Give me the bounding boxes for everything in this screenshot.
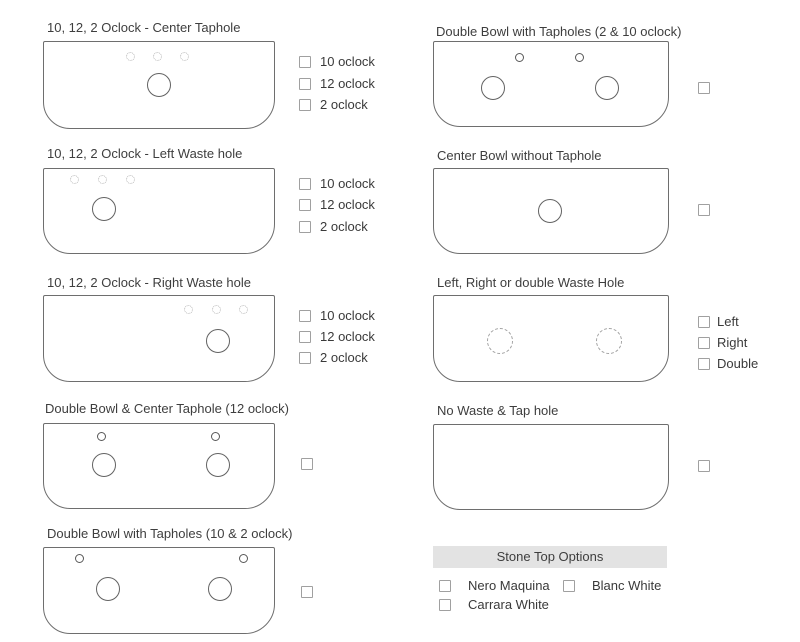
checkbox-p0-2-oclock[interactable] <box>299 99 311 111</box>
basin-outline <box>43 423 275 509</box>
basin-outline <box>43 168 275 254</box>
waste-hole-circle <box>147 73 171 97</box>
panel-title: Left, Right or double Waste Hole <box>437 275 625 290</box>
checkbox-p5-select[interactable] <box>698 82 710 94</box>
taphole-circle <box>515 53 524 62</box>
checkbox-label: Blanc White <box>592 578 662 593</box>
bowl-waste-hole-circle <box>96 577 120 601</box>
checkbox-label: 2 oclock <box>320 350 368 365</box>
taphole-dotted-circle <box>126 52 135 61</box>
checkbox-p7-double[interactable] <box>698 358 710 370</box>
basin-outline <box>433 41 669 127</box>
taphole-circle <box>575 53 584 62</box>
taphole-dotted-circle <box>98 175 107 184</box>
checkbox-blanc-white[interactable] <box>563 580 575 592</box>
basin-outline <box>433 168 669 254</box>
stone-top-options-header: Stone Top Options <box>433 546 667 568</box>
panel-title: Center Bowl without Taphole <box>437 148 602 163</box>
checkbox-p7-right[interactable] <box>698 337 710 349</box>
basin-outline <box>433 295 669 382</box>
taphole-dotted-circle <box>70 175 79 184</box>
checkbox-p2-12-oclock[interactable] <box>299 331 311 343</box>
waste-hole-circle <box>206 329 230 353</box>
bowl-waste-hole-circle <box>595 76 619 100</box>
checkbox-p4-select[interactable] <box>301 586 313 598</box>
taphole-dotted-circle <box>184 305 193 314</box>
bowl-waste-hole-circle <box>208 577 232 601</box>
panel-title: 10, 12, 2 Oclock - Right Waste hole <box>47 275 252 290</box>
panel-title: 10, 12, 2 Oclock - Left Waste hole <box>47 146 243 161</box>
taphole-circle <box>97 432 106 441</box>
checkbox-p0-12-oclock[interactable] <box>299 78 311 90</box>
taphole-dotted-circle <box>212 305 221 314</box>
taphole-dotted-circle <box>180 52 189 61</box>
taphole-circle <box>239 554 248 563</box>
waste-hole-circle <box>92 197 116 221</box>
checkbox-label: Double <box>717 356 759 371</box>
panel-title: 10, 12, 2 Oclock - Center Taphole <box>47 20 241 35</box>
checkbox-label: 12 oclock <box>320 329 375 344</box>
checkbox-p0-10-oclock[interactable] <box>299 56 311 68</box>
checkbox-label: 2 oclock <box>320 219 368 234</box>
bowl-waste-hole-circle <box>481 76 505 100</box>
bowl-waste-hole-circle <box>92 453 116 477</box>
waste-hole-dashed-circle <box>487 328 513 354</box>
bowl-waste-hole-circle <box>206 453 230 477</box>
basin-outline <box>43 547 275 634</box>
taphole-dotted-circle <box>126 175 135 184</box>
taphole-circle <box>211 432 220 441</box>
checkbox-p1-2-oclock[interactable] <box>299 221 311 233</box>
checkbox-p2-2-oclock[interactable] <box>299 352 311 364</box>
panel-title: Double Bowl & Center Taphole (12 oclock) <box>45 401 290 416</box>
panel-title: Double Bowl with Tapholes (10 & 2 oclock) <box>47 526 293 541</box>
checkbox-p6-select[interactable] <box>698 204 710 216</box>
checkbox-label: 12 oclock <box>320 197 375 212</box>
basin-outline <box>433 424 669 510</box>
checkbox-label: 2 oclock <box>320 97 368 112</box>
checkbox-p1-12-oclock[interactable] <box>299 199 311 211</box>
waste-hole-dashed-circle <box>596 328 622 354</box>
bowl-waste-hole-circle <box>538 199 562 223</box>
checkbox-p8-select[interactable] <box>698 460 710 472</box>
panel-title: Double Bowl with Tapholes (2 & 10 oclock) <box>436 24 682 39</box>
checkbox-p1-10-oclock[interactable] <box>299 178 311 190</box>
checkbox-carrara-white[interactable] <box>439 599 451 611</box>
basin-outline <box>43 41 275 129</box>
checkbox-p2-10-oclock[interactable] <box>299 310 311 322</box>
basin-outline <box>43 295 275 382</box>
checkbox-label: Left <box>717 314 739 329</box>
taphole-circle <box>75 554 84 563</box>
taphole-dotted-circle <box>153 52 162 61</box>
checkbox-label: 10 oclock <box>320 176 375 191</box>
panel-title: No Waste & Tap hole <box>437 403 559 418</box>
checkbox-label: 10 oclock <box>320 308 375 323</box>
checkbox-nero-maquina[interactable] <box>439 580 451 592</box>
checkbox-label: Right <box>717 335 748 350</box>
checkbox-p3-select[interactable] <box>301 458 313 470</box>
checkbox-label: Nero Maquina <box>468 578 550 593</box>
checkbox-p7-left[interactable] <box>698 316 710 328</box>
checkbox-label: 10 oclock <box>320 54 375 69</box>
taphole-dotted-circle <box>239 305 248 314</box>
checkbox-label: Carrara White <box>468 597 549 612</box>
checkbox-label: 12 oclock <box>320 76 375 91</box>
